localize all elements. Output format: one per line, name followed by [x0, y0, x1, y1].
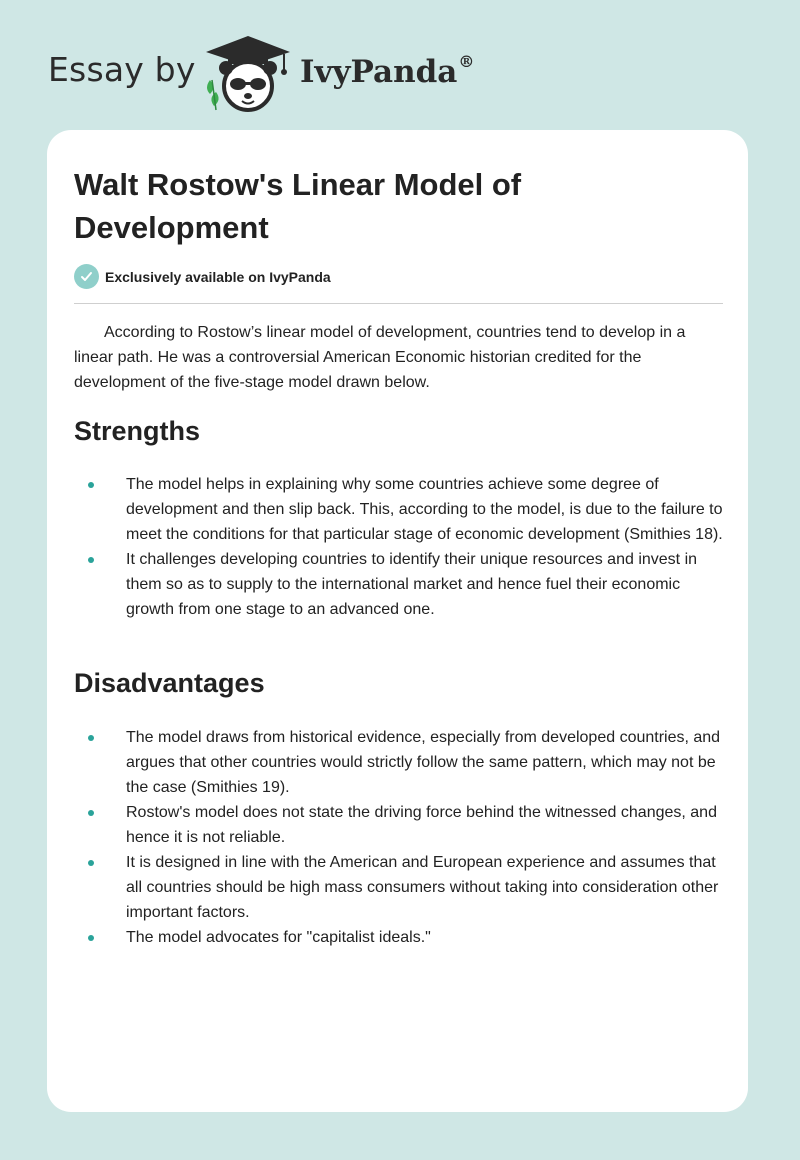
- intro-paragraph: According to Rostow’s linear model of development, countries tend to develop in a linear path. He was a controversial American Economic historian credited for the development of the five-stage model drawn below.: [74, 324, 686, 391]
- list-item: It is designed in line with the American and European experience and assumes that all countries should be high mass consumers without taking into consideration other important factors.: [74, 850, 724, 925]
- bullet-icon: [88, 735, 94, 741]
- bullet-icon: [88, 482, 94, 488]
- bullet-icon: [88, 935, 94, 941]
- section-heading-disadvantages: Disadvantages: [74, 668, 265, 698]
- list-item: It challenges developing countries to identify their unique resources and invest in them so as to supply to the international market and hence fuel their economic growth from one stage to an advanced one.: [74, 547, 724, 622]
- essay-by-label: Essay by: [48, 50, 196, 89]
- bullet-icon: [88, 860, 94, 866]
- divider: [74, 303, 723, 304]
- list-item: The model advocates for "capitalist ideals.": [74, 925, 724, 950]
- strengths-list: [74, 472, 724, 622]
- panda-logo-icon[interactable]: [202, 34, 294, 114]
- brand-name[interactable]: IvyPanda®: [300, 52, 475, 90]
- disadvantages-list: [74, 725, 724, 950]
- essay-title: Walt Rostow's Linear Model of Development: [74, 167, 522, 245]
- exclusive-badge: [74, 264, 331, 289]
- bullet-icon: [88, 557, 94, 563]
- list-item: The model helps in explaining why some countries achieve some degree of development and then slip back. This, according to the model, is due to the failure to meet the conditions for that particular stage of economic development (Smithies 18).: [74, 472, 724, 547]
- check-icon: [74, 264, 99, 289]
- exclusive-text: Exclusively available on IvyPanda: [105, 268, 331, 285]
- section-heading-strengths: Strengths: [74, 416, 201, 446]
- site-header: [48, 34, 508, 114]
- list-item: The model draws from historical evidence, especially from developed countries, and argues that other countries would strictly follow the same pattern, which may not be the case (Smithies 19).: [74, 725, 724, 800]
- list-item: Rostow's model does not state the driving force behind the witnessed changes, and hence it is not reliable.: [74, 800, 724, 850]
- bullet-icon: [88, 810, 94, 816]
- essay-card: [47, 130, 748, 1112]
- registered-mark: ®: [458, 52, 475, 71]
